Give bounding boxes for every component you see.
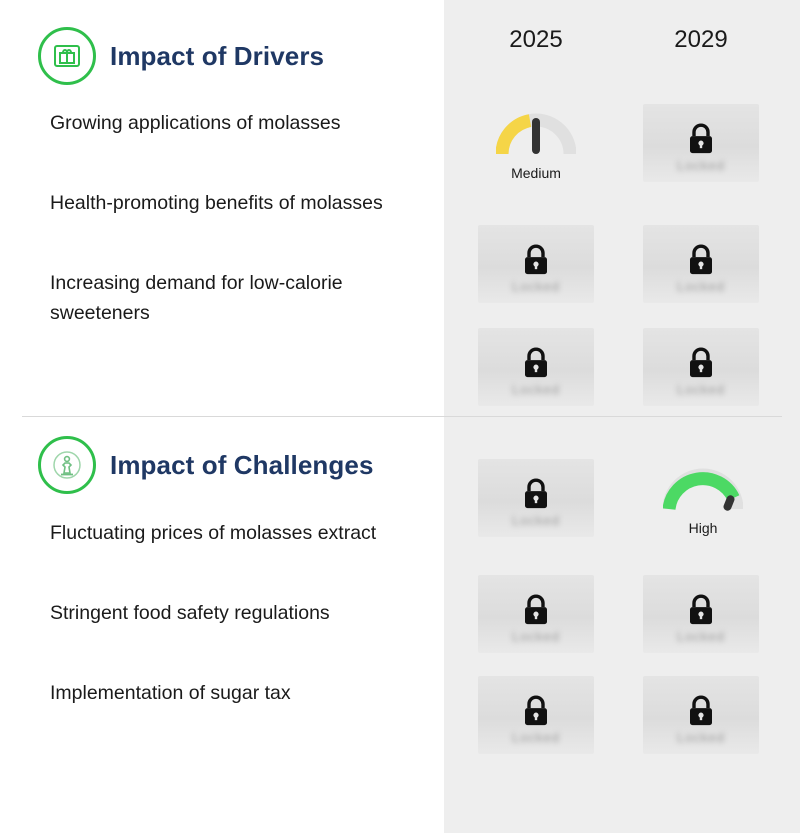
locked-cell-drivers-r1-2029[interactable]: [643, 104, 759, 182]
lock-icon: [521, 592, 551, 631]
challenge-item-2: Stringent food safety regulations: [50, 602, 330, 624]
driver-item-3: Increasing demand for low-calorie sweeteners: [50, 272, 343, 324]
gauge-drivers-2025: [478, 110, 594, 181]
section-divider: [22, 416, 782, 417]
gauge-challenges-2029: [645, 465, 761, 536]
lock-icon: [686, 121, 716, 160]
lock-icon: [686, 345, 716, 384]
locked-placeholder: Locked: [677, 158, 725, 173]
lock-icon: [686, 693, 716, 732]
locked-cell-challenges-r2-2029[interactable]: [643, 575, 759, 653]
gauge-label-challenges-2029: High: [688, 520, 718, 536]
locked-cell-challenges-r1-2025[interactable]: [478, 459, 594, 537]
gauge-label-drivers-2025: Medium: [511, 165, 561, 181]
locked-placeholder: Locked: [512, 279, 560, 294]
locked-cell-drivers-r2-2025[interactable]: [478, 225, 594, 303]
locked-cell-drivers-r2-2029[interactable]: [643, 225, 759, 303]
column-header-2025: 2025: [509, 26, 563, 53]
section-title-challenges: Impact of Challenges: [110, 449, 374, 480]
chess-challenges-icon: [38, 436, 96, 494]
lock-icon: [521, 242, 551, 281]
challenge-item-3: Implementation of sugar tax: [50, 682, 291, 704]
locked-placeholder: Locked: [512, 629, 560, 644]
locked-placeholder: Locked: [512, 382, 560, 397]
lock-icon: [521, 345, 551, 384]
lock-icon: [686, 592, 716, 631]
challenge-item-1: Fluctuating prices of molasses extract: [50, 522, 377, 544]
locked-placeholder: Locked: [512, 730, 560, 745]
locked-placeholder: Locked: [677, 382, 725, 397]
locked-cell-challenges-r3-2025[interactable]: [478, 676, 594, 754]
driver-item-1: Growing applications of molasses: [50, 112, 341, 134]
section-title-drivers: Impact of Drivers: [110, 40, 325, 71]
driver-item-2: Health-promoting benefits of molasses: [50, 192, 383, 214]
section-header-challenges: [38, 436, 374, 494]
section-header-drivers: [38, 27, 324, 85]
locked-cell-challenges-r2-2025[interactable]: [478, 575, 594, 653]
lock-icon: [521, 476, 551, 515]
locked-placeholder: Locked: [677, 730, 725, 745]
locked-cell-drivers-r3-2025[interactable]: [478, 328, 594, 406]
locked-cell-challenges-r3-2029[interactable]: [643, 676, 759, 754]
locked-placeholder: Locked: [677, 629, 725, 644]
factory-drivers-icon: [38, 27, 96, 85]
locked-placeholder: Locked: [512, 513, 560, 528]
lock-icon: [686, 242, 716, 281]
lock-icon: [521, 693, 551, 732]
column-header-2029: 2029: [674, 26, 728, 53]
locked-cell-drivers-r3-2029[interactable]: [643, 328, 759, 406]
locked-placeholder: Locked: [677, 279, 725, 294]
